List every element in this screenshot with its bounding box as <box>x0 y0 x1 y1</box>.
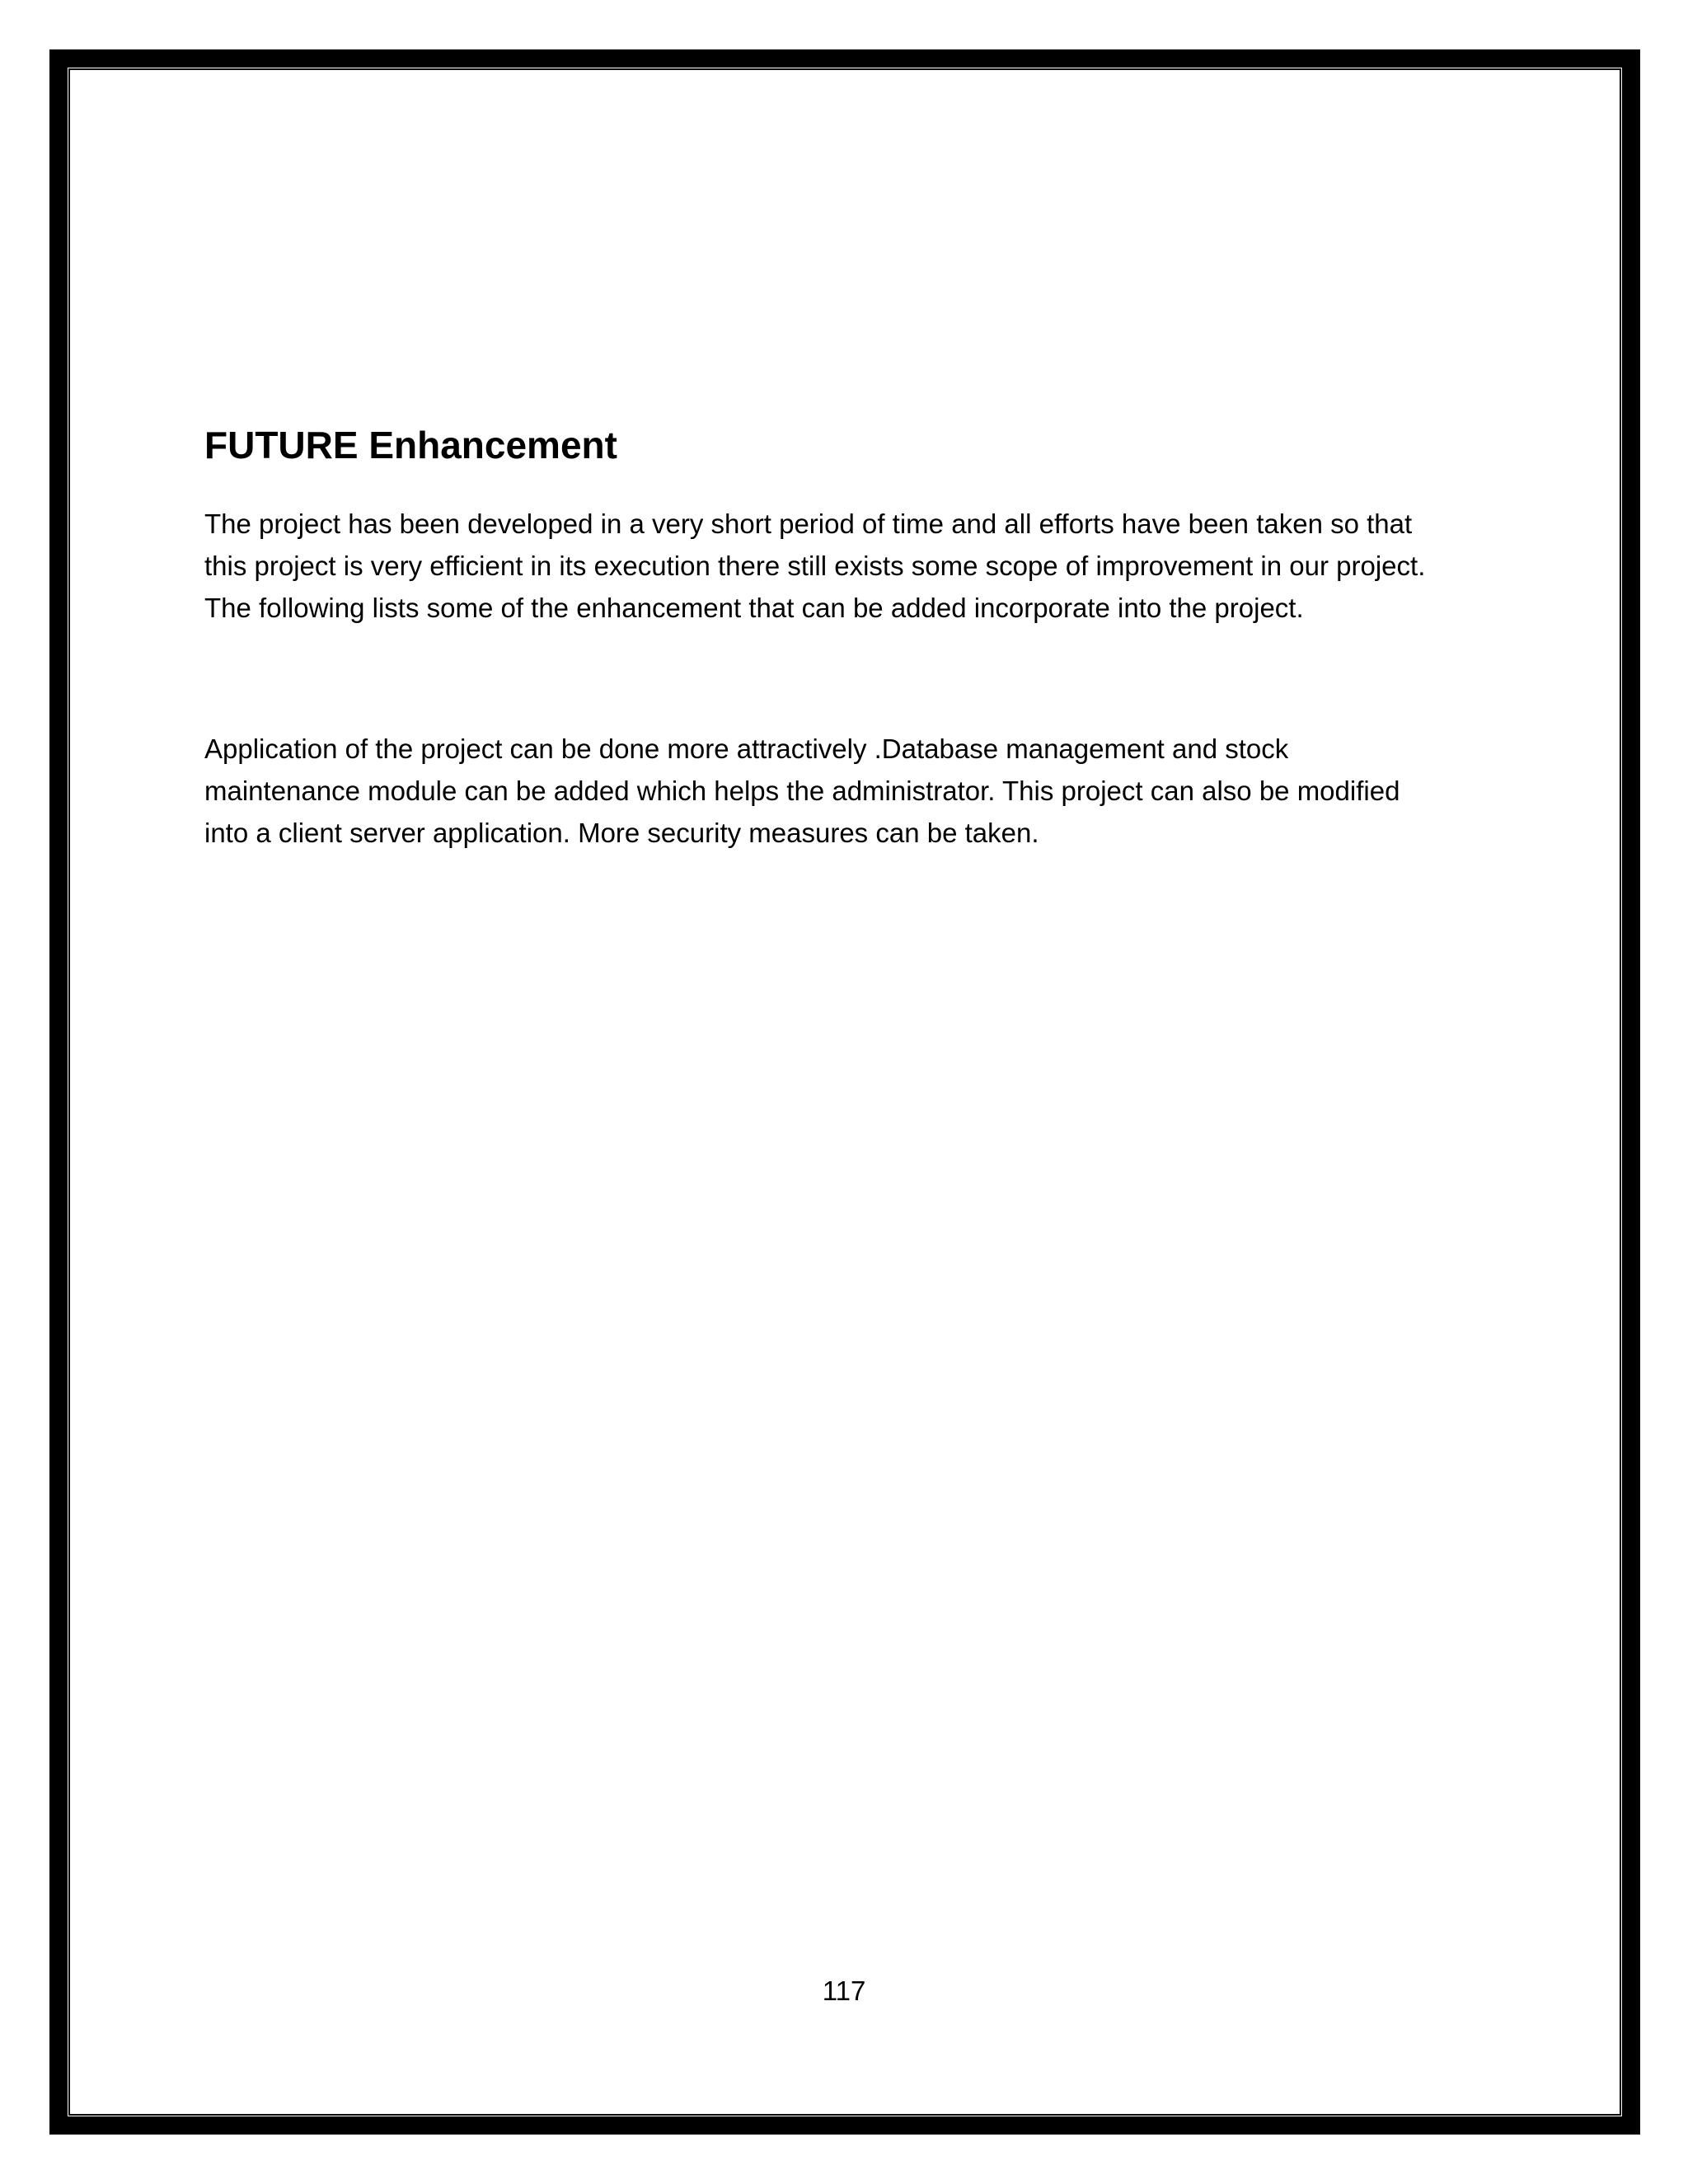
section-heading: FUTURE Enhancement <box>204 424 617 466</box>
paragraph-intro: The project has been developed in a very short period of time and all efforts have been taken so that this project is very efficient in its execution there still exists some scope of improvement in our project. The following lists some of the enhancement that can be added incorporate into the project. <box>204 509 1426 623</box>
page-content <box>204 419 1490 854</box>
page-border-inner <box>66 66 1624 2118</box>
page-number: 117 <box>822 1975 866 2006</box>
paragraph-enhancements: Application of the project can be done more attractively .Database management and stock maintenance module can be added which helps the administrator. This project can also be modified into a client server application. More security measures can be taken. <box>204 733 1400 848</box>
